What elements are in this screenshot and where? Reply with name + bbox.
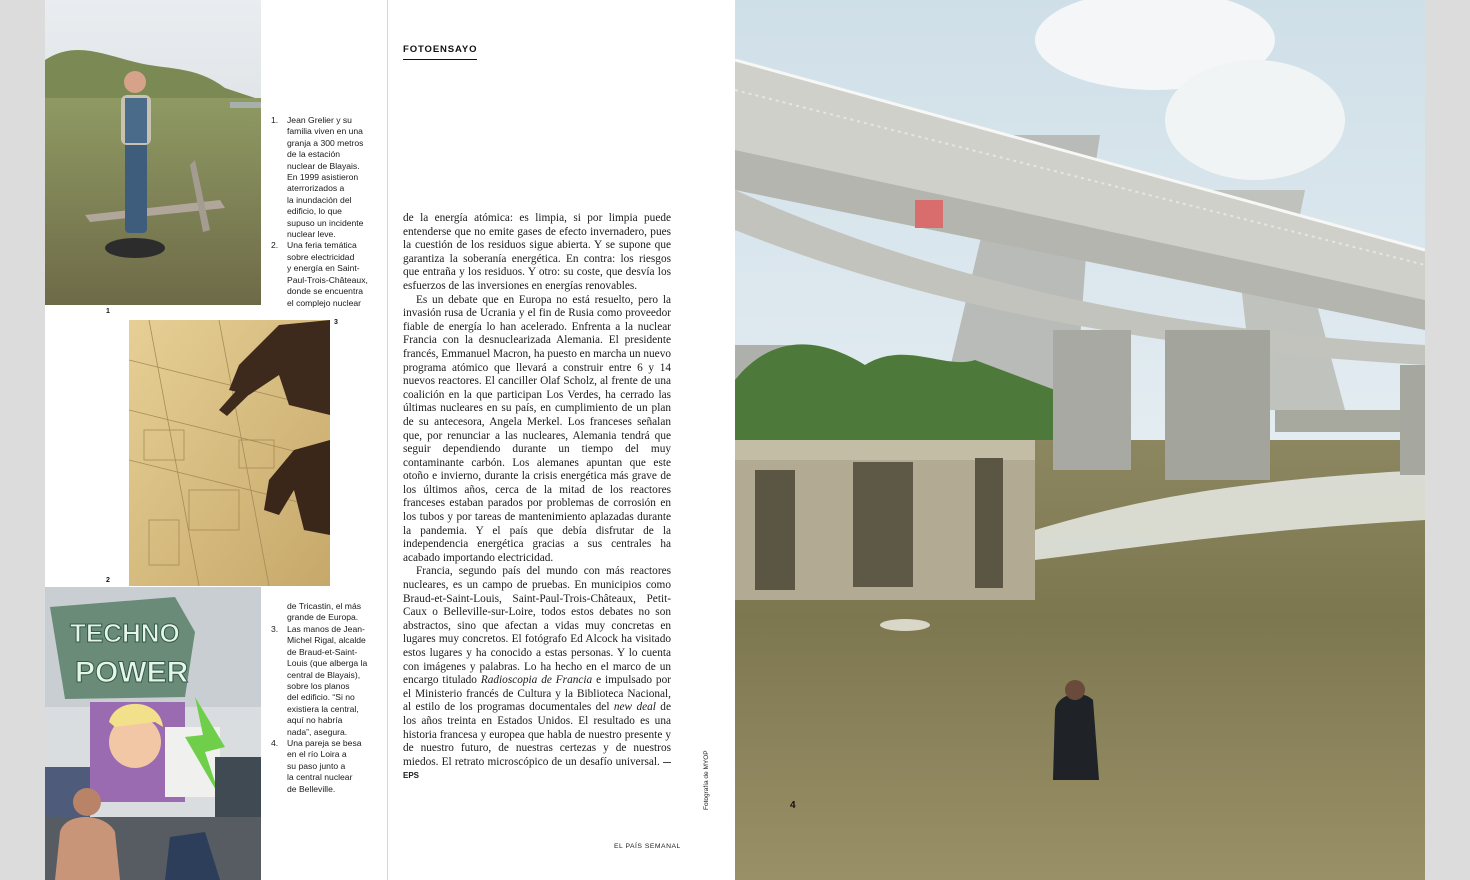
caption-item (271, 115, 379, 240)
caption-text: de Tricastin, el más grande de Europa. (287, 601, 362, 623)
magazine-footer: EL PAÍS SEMANAL (614, 843, 681, 850)
photo-credit: Fotografía de MYOP (703, 750, 710, 810)
photo-bridge-river (735, 0, 1425, 880)
caption-item (271, 240, 379, 308)
caption-text: Las manos de Jean- Michel Rigal, alcalde de Braud-et-Saint- Louis (que alberga la central de Blayais), sobre los planos del edificio. “Si no existiera la central, aquí no habría nada”, asegura. (287, 624, 368, 737)
photo-number-4: 4 (790, 800, 796, 811)
photo-hands-plans (129, 320, 330, 586)
article-signature: —EPS (403, 757, 671, 781)
photo-number-1: 1 (106, 308, 110, 315)
caption-item (271, 738, 379, 795)
paragraph-3 (403, 565, 671, 783)
project-title: Radioscopia de Francia (480, 674, 593, 687)
techno-sign-line-1: TECHNO (70, 618, 180, 648)
paragraph-1: de la energía atómica: es limpia, si por limpia puede entenderse que no emite gases de efecto invernadero, pues la cuestión de los residuos sigue abierta. Y se supone que garantiza la soberanía energética. En contra: los riesgos que entraña y los residuos. Y otro: su coste, que desvía los esfuerzos de las inversiones en energías renovables. (403, 212, 671, 292)
photo-farmer (45, 0, 261, 305)
caption-text: Una feria temática sobre electricidad y energía en Saint- Paul-Trois-Châteaux, donde se encuentra el complejo nuclear (287, 240, 368, 308)
caption-list-top (271, 115, 379, 309)
photo-number-2: 2 (106, 577, 110, 584)
photo-number-3: 3 (334, 319, 338, 326)
paragraph-2: Es un debate que en Europa no está resuelto, pero la invasión rusa de Ucrania y el fin de Rusia como proveedor fiable de energía lo han acelerado. Enfrenta a la nuclear Francia con la desnuclearizada Alemania. El presidente francés, Emmanuel Macron, ha puesto en marcha un nuevo programa atómico que llevará a construir entre 6 y 14 nuevos reactores. El canciller Olaf Scholz, al frente de una coalición en la que participan Los Verdes, ha cerrado las últimas nucleares en su país, en cumplimiento de un plan de su antecesora, Angela Merkel. Los franceses señalan que, por renunciar a las nucleares, Alemania tendrá que seguir dependiendo durante un tiempo del muy contaminante carbón. Los alemanes apuntan que este otoño e invierno, durante la crisis energética más grave de los últimos años, cerca de la mitad de los reactores franceses estaban parados por problemas de corrosión en los tubos y por tareas de mantenimiento aplazadas durante la pandemia. Y el país que debía disfrutar de la independencia energética gracias a sus centrales ha acabado importando electricidad. (403, 293, 671, 564)
caption-item (271, 624, 379, 738)
caption-number: 3. (271, 624, 279, 634)
techno-sign-line-2: POWER (75, 656, 189, 689)
photo-fair (45, 587, 261, 880)
new-deal-term: new deal (613, 701, 656, 714)
caption-number: 2. (271, 240, 279, 251)
paragraph-3-text: e impulsado por el Ministerio francés de Cultura y la Biblioteca Nacional, al estilo de los programas documentales del (403, 674, 671, 714)
caption-text: Una pareja se besa en el río Loira a su paso junto a la central nuclear de Belleville. (287, 738, 362, 794)
article-body (403, 212, 671, 783)
paragraph-3-text: Francia, segundo país del mundo con más reactores nucleares, es un campo de pruebas. En municipios como Braud-et-Saint-Louis, Saint-Paul-Trois-Châteaux, Petit-Caux o Belleville-sur-Loire, todos estos debates no son abstractos, sino que afectan a vidas muy concretas en lugares muy concretos. El fotógrafo Ed Alcock ha visitado estos lugares y ha conocido a estas personas. Y lo cuenta con imágenes y palabras. Lo ha hecho en el marco de un encargo titulado (403, 565, 671, 687)
section-label: FOTOENSAYO (403, 44, 477, 60)
caption-number: 1. (271, 115, 279, 125)
caption-continuation (287, 601, 379, 624)
paragraph-3-text: de los años treinta en Estados Unidos. El resultado es una historia francesa y europea que habla de nuestro presente y de nuestro futuro, de nuestras certezas y de nuestros miedos. El retrato microscópico de un desafío universal. (403, 701, 671, 768)
caption-text: Jean Grelier y su familia viven en una granja a 300 metros de la estación nuclear de Blayais. En 1999 asistieron aterrorizados a la inundación del edificio, lo que supuso un incidente nuclear leve. (287, 115, 364, 240)
caption-list-bottom (271, 624, 379, 795)
caption-number: 4. (271, 738, 279, 749)
